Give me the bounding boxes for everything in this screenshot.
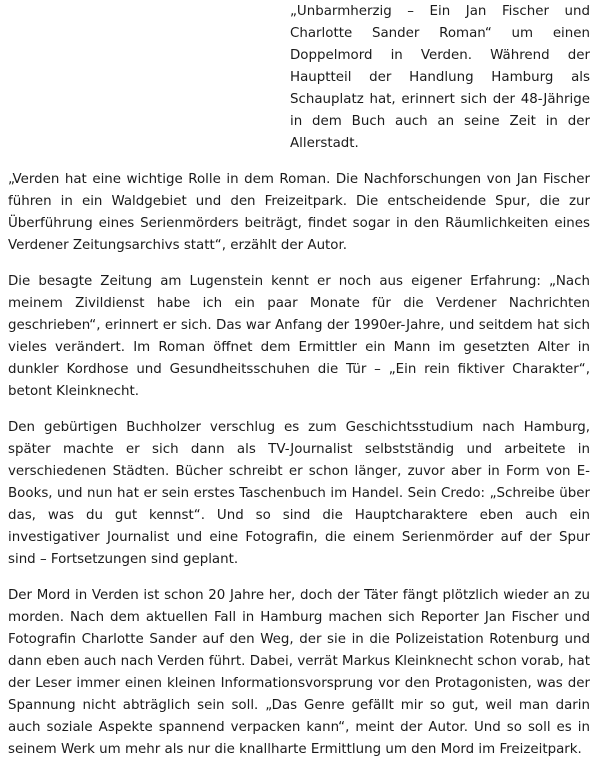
article-paragraph-4: Den gebürtigen Buchholzer verschlug es zum Geschichtsstudium nach Hamburg, später machte er sich dann als TV-Journalist selbstständig und arbeitete in verschiedenen Städten. Bücher schreibt er schon länger, zuvor aber in Form von E-Books, und nun hat er sein erstes Taschenbuch im Handel. Sein Credo: „Schreibe über das, was du gut kennst“. Und so sind die Hauptcharaktere eben auch ein investigativer Journalist und eine Fotografin, die einem Serienmörder auf der Spur sind – Fortsetzungen sind geplant. xyxy=(8,420,590,567)
article-paragraph-2: „Verden hat eine wichtige Rolle in dem Roman. Die Nachforschungen von Jan Fischer führen in ein Waldgebiet und den Freizeitpark. Die entscheidende Spur, die zur Überführung eines Serienmörders beiträgt, findet sogar in den Räumlichkeiten eines Verdener Zeitungsarchivs statt“, erzählt der Autor. xyxy=(8,172,590,253)
article-paragraph-1: „Unbarmherzig – Ein Jan Fischer und Charlotte Sander Roman“ um einen Doppelmord in Verden. Während der Hauptteil der Handlung Hamburg als Schauplatz hat, erinnert sich der 48-Jährige in dem Buch auch an seine Zeit in der Allerstadt. xyxy=(290,4,590,151)
article-body xyxy=(8,1,590,761)
article-paragraph-3: Die besagte Zeitung am Lugenstein kennt er noch aus eigener Erfahrung: „Nach meinem Zivildienst habe ich ein paar Monate für die Verdener Nachrichten geschrieben“, erinnert er sich. Das war Anfang der 1990er-Jahre, und seitdem hat sich vieles verändert. Im Roman öffnet dem Ermittler ein Mann im gesetzten Alter in dunkler Kordhose und Gesundheitsschuhen die Tür – „Ein rein fiktiver Charakter“, betont Kleinknecht. xyxy=(8,274,590,399)
article-paragraph-5: Der Mord in Verden ist schon 20 Jahre her, doch der Täter fängt plötzlich wieder an zu morden. Nach dem aktuellen Fall in Hamburg machen sich Reporter Jan Fischer und Fotografin Charlotte Sander auf den Weg, der sie in die Polizeistation Rotenburg und dann eben auch nach Verden führt. Dabei, verrät Markus Kleinknecht schon vorab, hat der Leser immer einen kleinen Informationsvorsprung vor den Protagonisten, was der Spannung nicht abträglich sein soll. „Das Genre gefällt mir so gut, weil man darin auch soziale Aspekte spannend verpacken kann“, meint der Autor. Und so soll es in seinem Werk um mehr als nur die knallharte Ermittlung um den Mord im Freizeitpark. xyxy=(8,588,590,757)
